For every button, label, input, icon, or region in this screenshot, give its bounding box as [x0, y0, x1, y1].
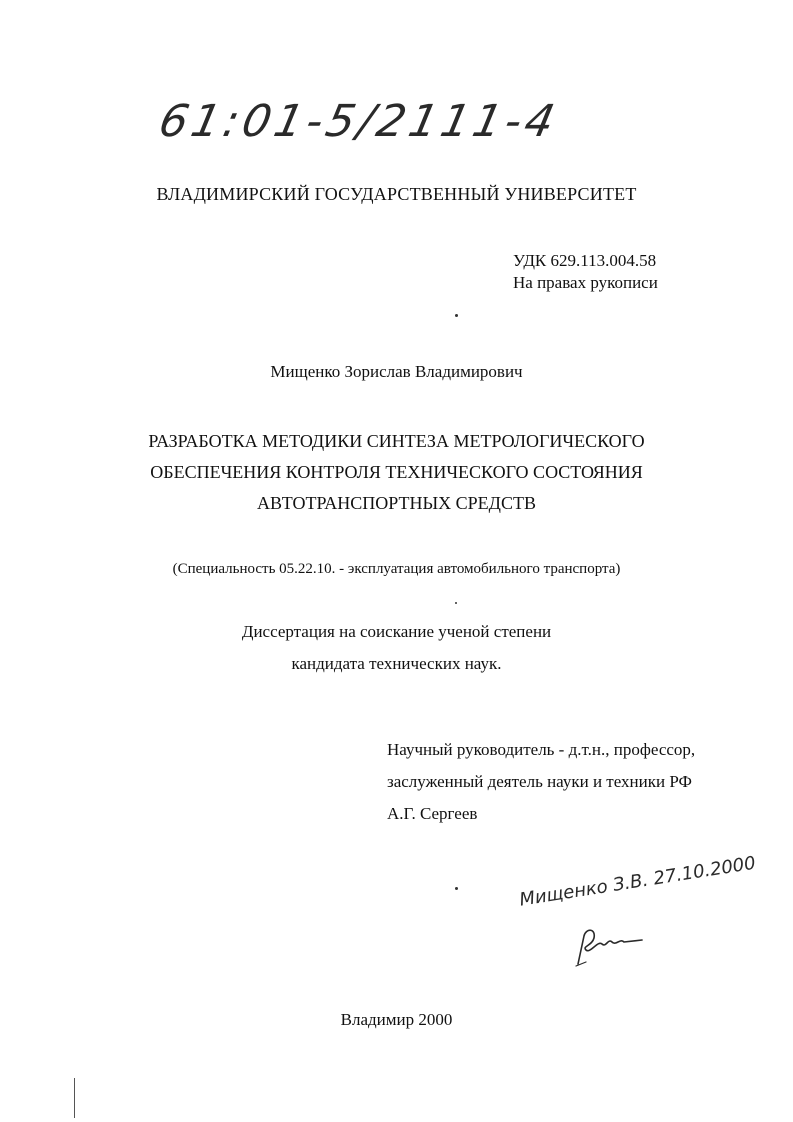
rights-note: На правах рукописи [513, 273, 658, 292]
udc-code: УДК 629.113.004.58 [513, 251, 657, 270]
title-line: АВТОТРАНСПОРТНЫХ СРЕДСТВ [257, 493, 536, 513]
degree-line: Диссертация на соискание ученой степени [241, 622, 552, 641]
title-line: РАЗРАБОТКА МЕТОДИКИ СИНТЕЗА МЕТРОЛОГИЧЕСКОГО [148, 431, 645, 451]
scan-margin-line [74, 1078, 75, 1118]
supervisor-title: Научный руководитель - д.т.н., профессор, [387, 740, 696, 759]
signature-icon [568, 920, 658, 970]
degree-line: кандидата технических наук. [291, 654, 502, 673]
title-line: ОБЕСПЕЧЕНИЯ КОНТРОЛЯ ТЕХНИЧЕСКОГО СОСТОЯНИЯ [150, 462, 643, 482]
scan-speck [455, 887, 458, 890]
specialty-line: (Специальность 05.22.10. - эксплуатация автомобильного транспорта) [172, 561, 621, 577]
scan-speck [455, 602, 457, 604]
supervisor-honor: заслуженный деятель науки и техники РФ [387, 772, 692, 791]
dissertation-title [0, 426, 793, 519]
dissertation-degree [0, 616, 793, 680]
city-year: Владимир 2000 [340, 1010, 453, 1029]
classification-block [513, 250, 658, 294]
handwritten-note: Мищенко З.В. 27.10.2000 [518, 852, 758, 911]
handwritten-archive-code: 61:01-5/2111-4 [154, 96, 563, 147]
supervisor-block [387, 734, 695, 830]
author-name: Мищенко Зорислав Владимирович [270, 362, 523, 381]
university-name: ВЛАДИМИРСКИЙ ГОСУДАРСТВЕННЫЙ УНИВЕРСИТЕТ [156, 184, 637, 204]
supervisor-name: А.Г. Сергеев [387, 804, 478, 823]
scan-speck [455, 314, 458, 317]
